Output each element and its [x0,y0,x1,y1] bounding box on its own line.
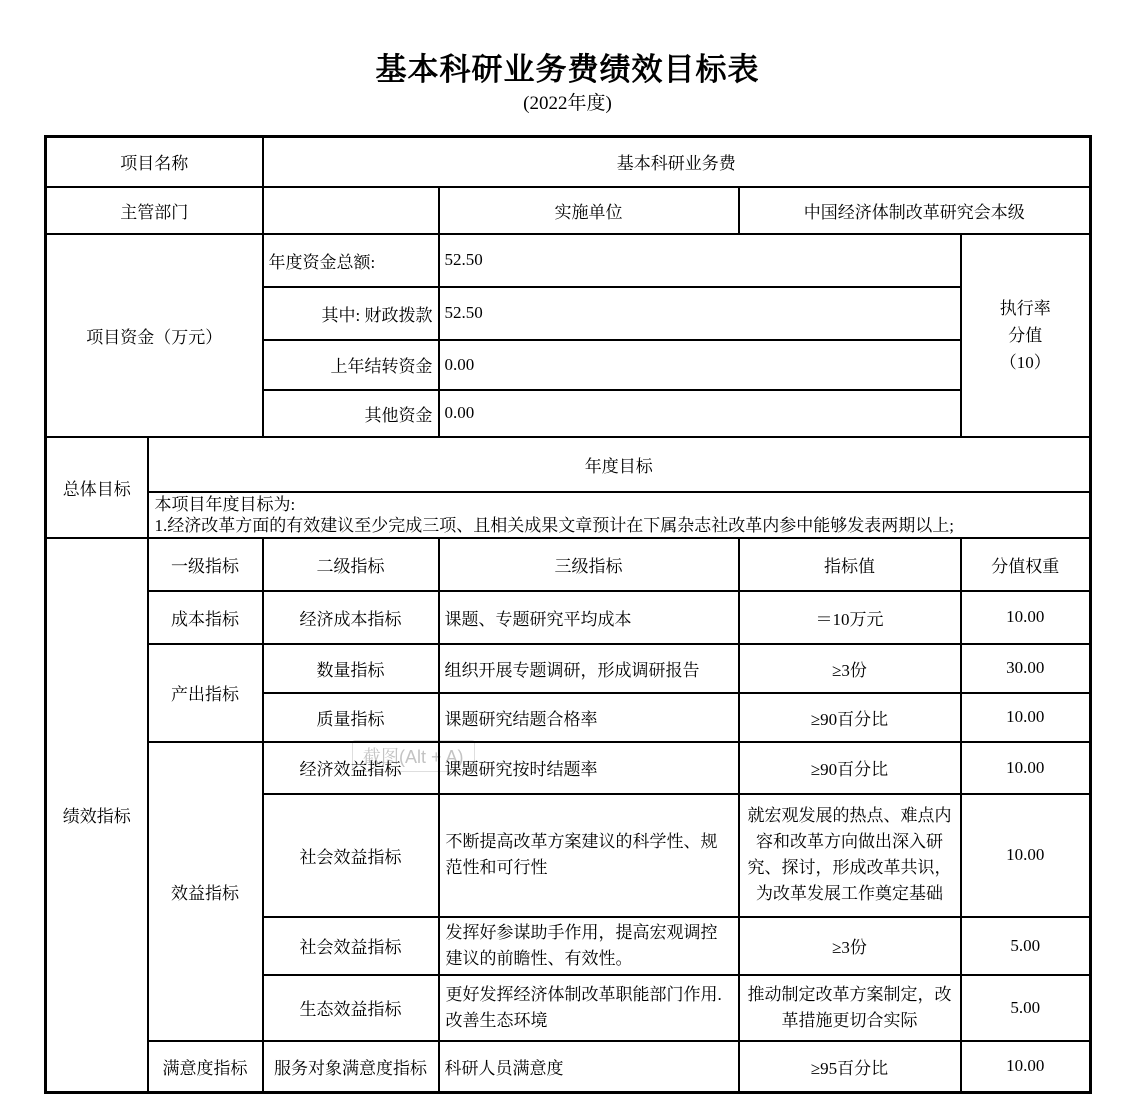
performance-section-label: 绩效指标 [46,538,148,1093]
table-row [46,742,1091,794]
table-row [46,492,1091,538]
indicator-level3: 发挥好参谋助手作用，提高宏观调控建议的前瞻性、有效性。 [439,917,739,975]
indicator-score: 30.00 [961,644,1091,693]
indicator-score: 10.00 [961,693,1091,742]
funding-section-label: 项目资金（万元） [46,234,263,437]
table-row [46,137,1091,187]
funding-fiscal-value: 52.50 [439,287,961,340]
indicator-score: 10.00 [961,1041,1091,1093]
indicator-level3: 不断提高改革方案建议的科学性、规范性和可行性 [439,794,739,917]
table-row [46,538,1091,591]
annual-goal-body [148,492,1091,538]
page-subtitle: (2022年度) [523,93,612,114]
indicator-level3: 课题、专题研究平均成本 [439,591,739,644]
funding-total-label: 年度资金总额: [263,234,439,287]
funding-total-value: 52.50 [439,234,961,287]
implementing-unit-value: 中国经济体制改革研究会本级 [739,187,1091,234]
indicator-level2: 质量指标 [263,693,439,742]
indicator-level1: 产出指标 [148,644,263,742]
col-header-value: 指标值 [739,538,961,591]
indicator-level2: 经济成本指标 [263,591,439,644]
indicator-level1: 效益指标 [148,742,263,1041]
indicator-level3: 组织开展专题调研，形成调研报告 [439,644,739,693]
implementing-unit-label: 实施单位 [439,187,739,234]
indicator-value: ＝10万元 [739,591,961,644]
indicator-level3: 科研人员满意度 [439,1041,739,1093]
indicator-value: ≥3份 [739,917,961,975]
execution-rate-line2: 分值 [1008,325,1043,345]
department-value [263,187,439,234]
col-header-level3: 三级指标 [439,538,739,591]
execution-rate-line1: 执行率 [999,298,1051,318]
table-row [46,437,1091,492]
indicator-score: 5.00 [961,917,1091,975]
indicator-value: ≥95百分比 [739,1041,961,1093]
performance-target-table [44,135,1092,1094]
funding-carryover-label: 上年结转资金 [263,340,439,390]
indicator-value: 推动制定改革方案制定，改革措施更切合实际 [739,975,961,1041]
indicator-value: ≥3份 [739,644,961,693]
indicator-level3: 课题研究按时结题率 [439,742,739,794]
annual-goal-line2: 1.经济改革方面的有效建议至少完成三项、且相关成果文章预计在下属杂志社改革内参中能够发表两期以上; [154,515,954,535]
table-row [46,187,1091,234]
col-header-level2: 二级指标 [263,538,439,591]
screenshot-hint-watermark: 截图(Alt + A) [352,740,475,772]
indicator-level2: 生态效益指标 [263,975,439,1041]
indicator-level2: 经济效益指标 [263,742,439,794]
indicator-value: ≥90百分比 [739,742,961,794]
indicator-score: 10.00 [961,591,1091,644]
funding-other-value: 0.00 [439,390,961,437]
indicator-level2: 数量指标 [263,644,439,693]
indicator-level2: 社会效益指标 [263,917,439,975]
department-label: 主管部门 [46,187,263,234]
funding-other-label: 其他资金 [263,390,439,437]
table-row [46,591,1091,644]
indicator-level2: 服务对象满意度指标 [263,1041,439,1093]
indicator-level3: 更好发挥经济体制改革职能部门作用.改善生态环境 [439,975,739,1041]
indicator-value: ≥90百分比 [739,693,961,742]
indicator-level1: 成本指标 [148,591,263,644]
table-row [46,644,1091,693]
execution-rate-cell [961,234,1091,437]
overall-goal-section-label: 总体目标 [46,437,148,538]
col-header-level1: 一级指标 [148,538,263,591]
col-header-score: 分值权重 [961,538,1091,591]
project-name-value: 基本科研业务费 [263,137,1091,187]
indicator-score: 10.00 [961,742,1091,794]
indicator-score: 10.00 [961,794,1091,917]
indicator-value: 就宏观发展的热点、难点内容和改革方向做出深入研究、探讨，形成改革共识，为改革发展工作奠定基础 [739,794,961,917]
indicator-score: 5.00 [961,975,1091,1041]
annual-goal-line1: 本项目年度目标为: [154,494,296,514]
indicator-level3: 课题研究结题合格率 [439,693,739,742]
table-row [46,1041,1091,1093]
execution-rate-line3: （10） [999,352,1051,372]
indicator-level2: 社会效益指标 [263,794,439,917]
table-row [46,234,1091,287]
project-name-label: 项目名称 [46,137,263,187]
funding-fiscal-label: 其中: 财政拨款 [263,287,439,340]
indicator-level1: 满意度指标 [148,1041,263,1093]
funding-carryover-value: 0.00 [439,340,961,390]
page-title: 基本科研业务费绩效目标表 [375,52,760,87]
annual-goal-header: 年度目标 [148,437,1091,492]
